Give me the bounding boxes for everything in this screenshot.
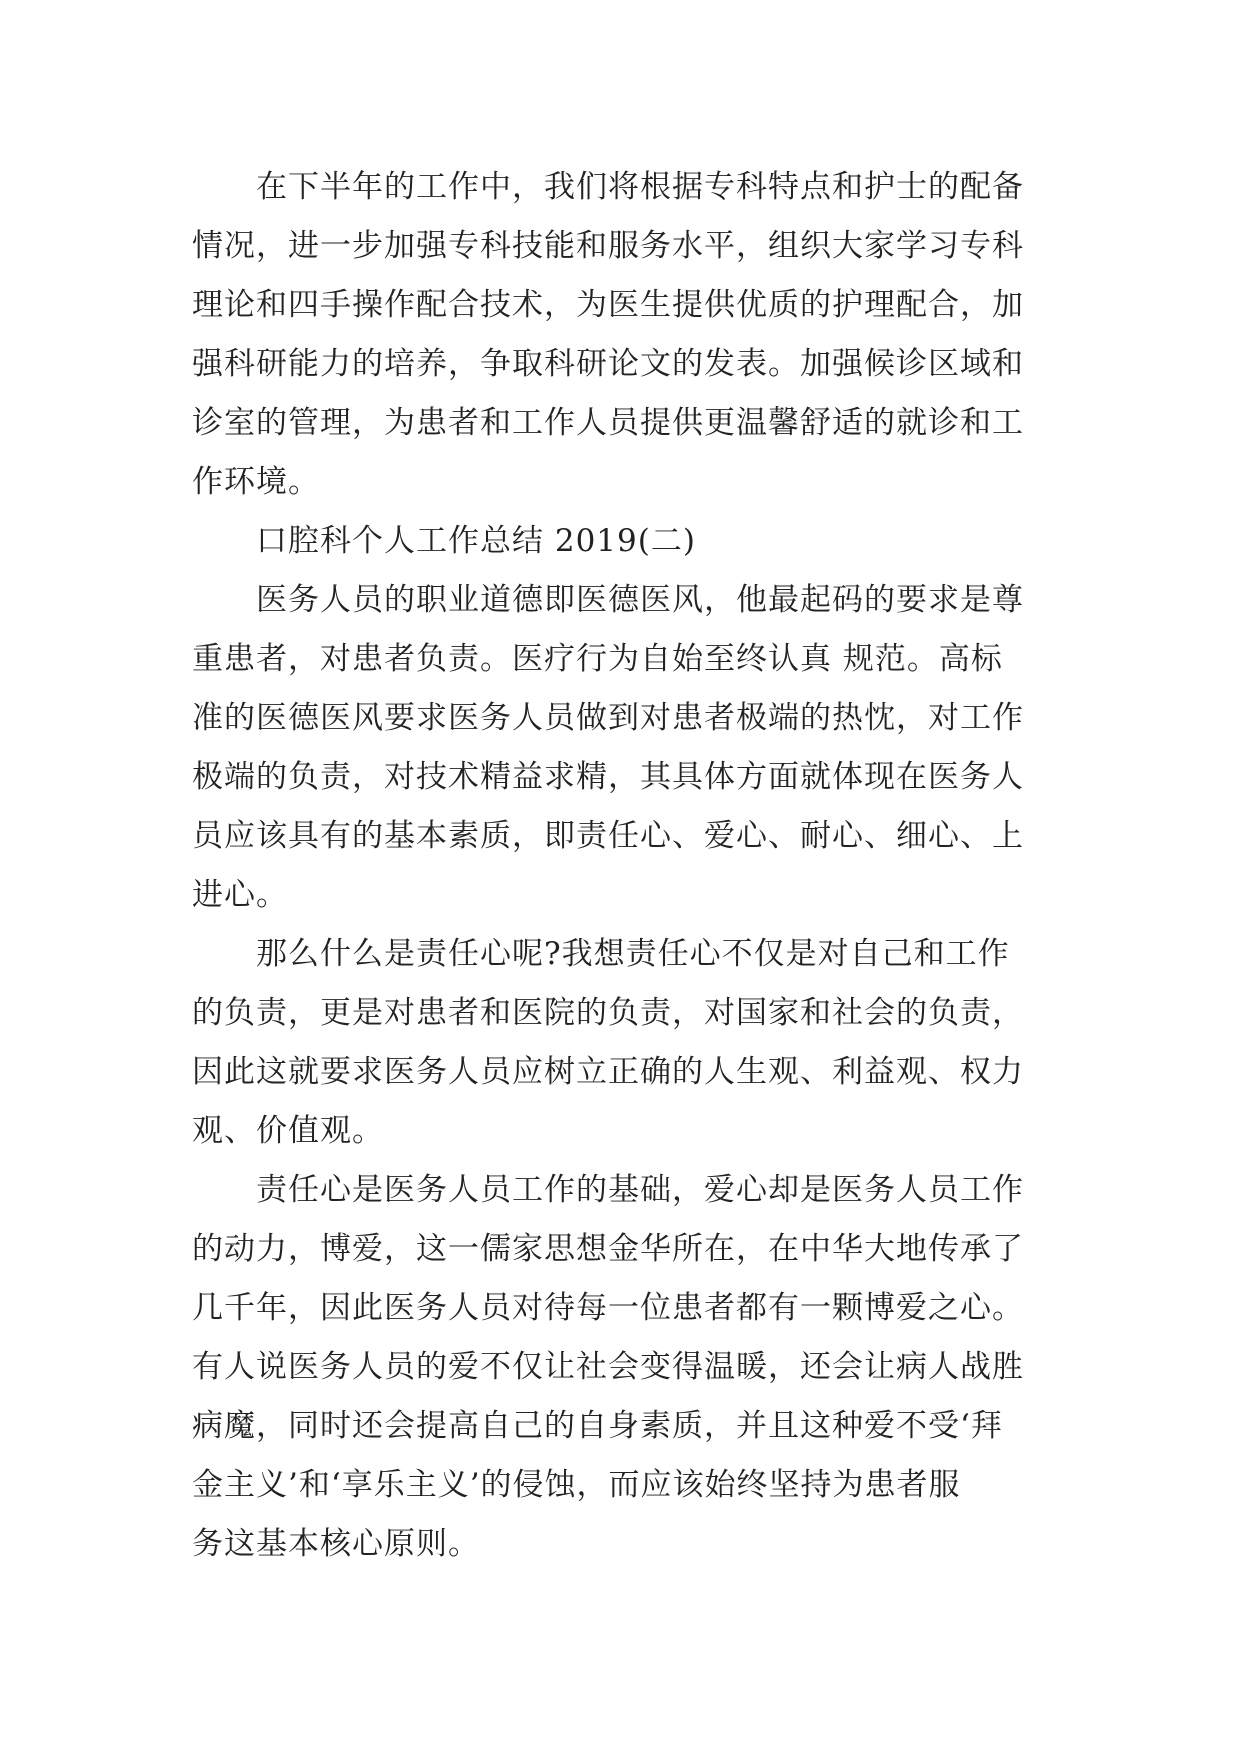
text-line: 几千年，因此医务人员对待每一位患者都有一颗博爱之心。 [192,1290,1024,1326]
text-line: 在下半年的工作中，我们将根据专科特点和护士的配备 [256,169,1024,205]
section-heading [192,512,1052,571]
text-line: 金主义’和‘享乐主义’的侵蚀，而应该始终坚持为患者服 [192,1467,961,1503]
text-line: 务这基本核心原则。 [192,1526,480,1562]
text-line: 强科研能力的培养，争取科研论文的发表。加强候诊区域和 [192,346,1024,382]
text-line: 有人说医务人员的爱不仅让社会变得温暖，还会让病人战胜 [192,1349,1024,1385]
text-line: 观、价值观。 [192,1113,384,1149]
text-line: 准的医德医风要求医务人员做到对患者极端的热忱，对工作 [192,700,1024,736]
text-line: 极端的负责，对技术精益求精，其具体方面就体现在医务人 [192,759,1024,795]
paragraph-responsibility [192,925,1052,1161]
text-line: 进心。 [192,877,288,913]
text-line: 重患者，对患者负责。医疗行为自始至终认真 规范。高标 [192,641,1003,677]
paragraph-love [192,1161,1052,1574]
text-line: 理论和四手操作配合技术，为医生提供优质的护理配合，加 [192,287,1024,323]
text-line: 的动力，博爱，这一儒家思想金华所在，在中华大地传承了 [192,1231,1024,1267]
document-body [192,158,1052,1574]
text-line: 责任心是医务人员工作的基础，爱心却是医务人员工作 [256,1172,1024,1208]
text-line: 医务人员的职业道德即医德医风，他最起码的要求是尊 [256,582,1024,618]
paragraph-work-plan [192,158,1052,512]
text-line: 的负责，更是对患者和医院的负责，对国家和社会的负责， [192,995,1024,1031]
text-line: 诊室的管理，为患者和工作人员提供更温馨舒适的就诊和工 [192,405,1024,441]
paragraph-medical-ethics [192,571,1052,925]
text-line: 作环境。 [192,464,320,500]
text-line: 那么什么是责任心呢?我想责任心不仅是对自己和工作 [256,936,1010,972]
heading-line: 口腔科个人工作总结 2019(二) [256,523,696,559]
text-line: 员应该具有的基本素质，即责任心、爱心、耐心、细心、上 [192,818,1024,854]
text-line: 情况，进一步加强专科技能和服务水平，组织大家学习专科 [192,228,1024,264]
text-line: 因此这就要求医务人员应树立正确的人生观、利益观、权力 [192,1054,1024,1090]
text-line: 病魔，同时还会提高自己的自身素质，并且这种爱不受‘拜 [192,1408,1003,1444]
